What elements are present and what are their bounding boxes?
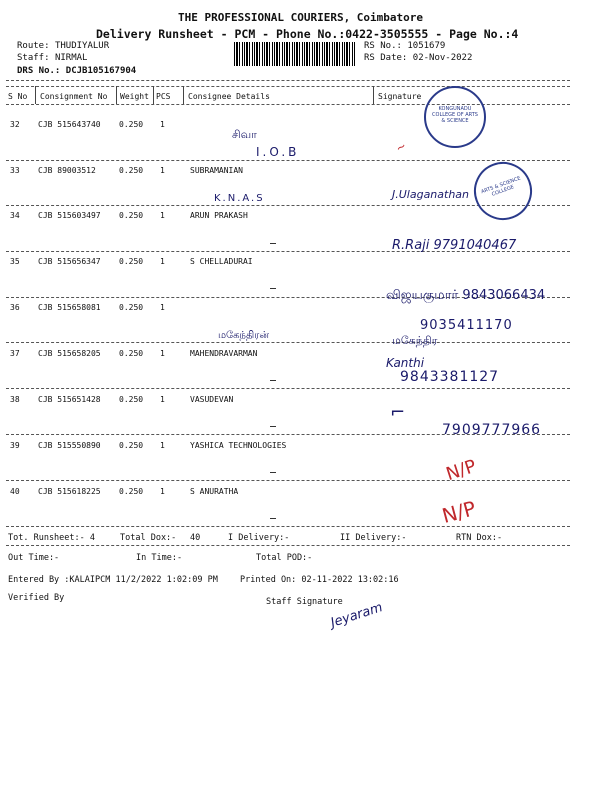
row-weight: 0.250	[119, 120, 144, 129]
row-divider	[6, 160, 570, 161]
row-pcs: 1	[160, 120, 165, 129]
divider	[6, 86, 570, 87]
divider	[6, 545, 570, 546]
row-consignment: CJB 515658081	[38, 303, 101, 312]
row-consignment: CJB 515550890	[38, 441, 101, 450]
row-pcs: 1	[160, 349, 165, 358]
tick-mark	[270, 380, 276, 381]
column-header-weight: Weight	[120, 92, 149, 101]
column-separator	[153, 86, 154, 104]
rs-date-value: 02-Nov-2022	[412, 53, 473, 63]
row-weight: 0.250	[119, 257, 144, 266]
row-consignee: YASHICA TECHNOLOGIES	[190, 441, 287, 450]
rs-no-value: 1051679	[407, 41, 446, 51]
row-sno: 40	[10, 487, 20, 496]
tick-mark	[270, 288, 276, 289]
handwritten-signature: Kanthi	[386, 356, 425, 370]
row-consignee: ARUN PRAKASH	[190, 211, 248, 220]
row-consignment: CJB 515658205	[38, 349, 101, 358]
row-pcs: 1	[160, 441, 165, 450]
i-delivery: I Delivery:-	[228, 533, 290, 543]
drs-label: DRS No.:	[17, 66, 61, 76]
route-label: Route:	[17, 41, 50, 51]
handwritten-signature: J.Ulaganathan	[392, 188, 470, 201]
row-weight: 0.250	[119, 349, 144, 358]
staff-signature: Jeyaram	[328, 600, 385, 631]
tick-mark	[270, 243, 276, 244]
ii-delivery: II Delivery:-	[340, 533, 407, 543]
row-consignee: MAHENDRAVARMAN	[190, 349, 258, 358]
total-pod: Total POD:-	[256, 553, 313, 563]
row-weight: 0.250	[119, 441, 144, 450]
row-consignee: S ANURATHA	[190, 487, 239, 496]
row-sno: 39	[10, 441, 20, 450]
route-field	[17, 41, 109, 51]
staff-field	[17, 53, 87, 63]
row-pcs: 1	[160, 487, 165, 496]
stamp-text: ARTS & SCIENCE COLLEGE	[480, 175, 522, 198]
column-separator	[373, 86, 374, 104]
barcode	[234, 42, 356, 66]
row-weight: 0.250	[119, 211, 144, 220]
total-dox-label: Total Dox:-	[120, 533, 177, 543]
staff-label: Staff:	[17, 53, 50, 63]
row-pcs: 1	[160, 257, 165, 266]
row-consignment: CJB 515656347	[38, 257, 101, 266]
drs-field	[17, 66, 136, 76]
row-consignee: VASUDEVAN	[190, 395, 234, 404]
handwritten-note: K.N.A.S	[214, 193, 265, 204]
rs-no-label: RS No.:	[364, 41, 402, 51]
handwritten-signature: விஜயகுமார் 9843066434	[386, 288, 546, 303]
np-mark: N/P	[443, 455, 479, 486]
divider	[6, 104, 570, 105]
college-stamp	[424, 86, 486, 148]
row-divider	[6, 480, 570, 481]
row-consignment: CJB 515603497	[38, 211, 101, 220]
column-header-signature: Signature	[378, 92, 422, 101]
handwritten-note: மகேந்திர	[392, 334, 438, 347]
tick-mark	[270, 472, 276, 473]
np-mark: N/P	[439, 496, 479, 528]
column-header-consignee: Consignee Details	[188, 92, 270, 101]
row-consignment: CJB 515643740	[38, 120, 101, 129]
handwritten-phone: 7909777966	[442, 422, 542, 438]
row-sno: 36	[10, 303, 20, 312]
row-divider	[6, 342, 570, 343]
rtn-dox: RTN Dox:-	[456, 533, 503, 543]
row-pcs: 1	[160, 303, 165, 312]
in-time: In Time:-	[136, 553, 183, 563]
handwritten-note: சிவா	[232, 128, 257, 141]
handwritten-phone: 9035411170	[420, 318, 513, 333]
handwritten-phone: 9843381127	[400, 369, 500, 385]
column-header-sno: S No	[8, 92, 28, 101]
verified-by: Verified By	[8, 593, 65, 603]
tick-mark	[270, 426, 276, 427]
college-stamp	[466, 154, 540, 228]
row-consignment: CJB 89003512	[38, 166, 96, 175]
row-sno: 37	[10, 349, 20, 358]
row-divider	[6, 388, 570, 389]
divider	[6, 80, 570, 81]
column-separator	[116, 86, 117, 104]
column-separator	[183, 86, 184, 104]
row-pcs: 1	[160, 166, 165, 175]
handwritten-note: மகேந்திரன்	[218, 330, 270, 341]
row-sno: 32	[10, 120, 20, 129]
row-consignee: S CHELLADURAI	[190, 257, 253, 266]
total-runsheet: Tot. Runsheet:- 4	[8, 533, 95, 543]
entered-by: Entered By :KALAIPCM 11/2/2022 1:02:09 PM	[8, 575, 218, 585]
row-consignment: CJB 515651428	[38, 395, 101, 404]
rs-no-field	[364, 41, 445, 51]
row-sno: 38	[10, 395, 20, 404]
row-sno: 34	[10, 211, 20, 220]
handwritten-initial: ⌐	[390, 402, 406, 423]
row-weight: 0.250	[119, 303, 144, 312]
document-title: THE PROFESSIONAL COURIERS, Coimbatore	[178, 11, 424, 24]
row-consignee: SUBRAMANIAN	[190, 166, 243, 175]
handwritten-note: I.O.B	[256, 145, 300, 159]
row-pcs: 1	[160, 211, 165, 220]
rs-date-field	[364, 53, 472, 63]
red-scribble: ~	[393, 138, 409, 156]
column-header-pcs: PCS	[156, 92, 171, 101]
stamp-text: KONGUNADU COLLEGE OF ARTS & SCIENCE	[432, 106, 478, 124]
route-value: THUDIYALUR	[54, 41, 110, 51]
row-weight: 0.250	[119, 487, 144, 496]
total-dox-value: 40	[190, 533, 201, 543]
row-sno: 33	[10, 166, 20, 175]
row-consignment: CJB 515618225	[38, 487, 101, 496]
staff-value: NIRMAL	[54, 53, 88, 63]
staff-signature-label: Staff Signature	[266, 597, 343, 607]
out-time: Out Time:-	[8, 553, 60, 563]
column-separator	[35, 86, 36, 104]
runsheet-subtitle: Delivery Runsheet - PCM - Phone No.:0422-3505555 - Page No.:4	[96, 27, 519, 41]
column-header-consignment: Consignment No	[40, 92, 108, 101]
drs-value: DCJB105167904	[65, 66, 137, 76]
row-weight: 0.250	[119, 395, 144, 404]
rs-date-label: RS Date:	[364, 53, 408, 63]
row-divider	[6, 526, 570, 527]
printed-on: Printed On: 02-11-2022 13:02:16	[240, 575, 399, 585]
row-pcs: 1	[160, 395, 165, 404]
tick-mark	[270, 518, 276, 519]
handwritten-signature: R.Raji 9791040467	[392, 238, 517, 253]
row-weight: 0.250	[119, 166, 144, 175]
row-sno: 35	[10, 257, 20, 266]
